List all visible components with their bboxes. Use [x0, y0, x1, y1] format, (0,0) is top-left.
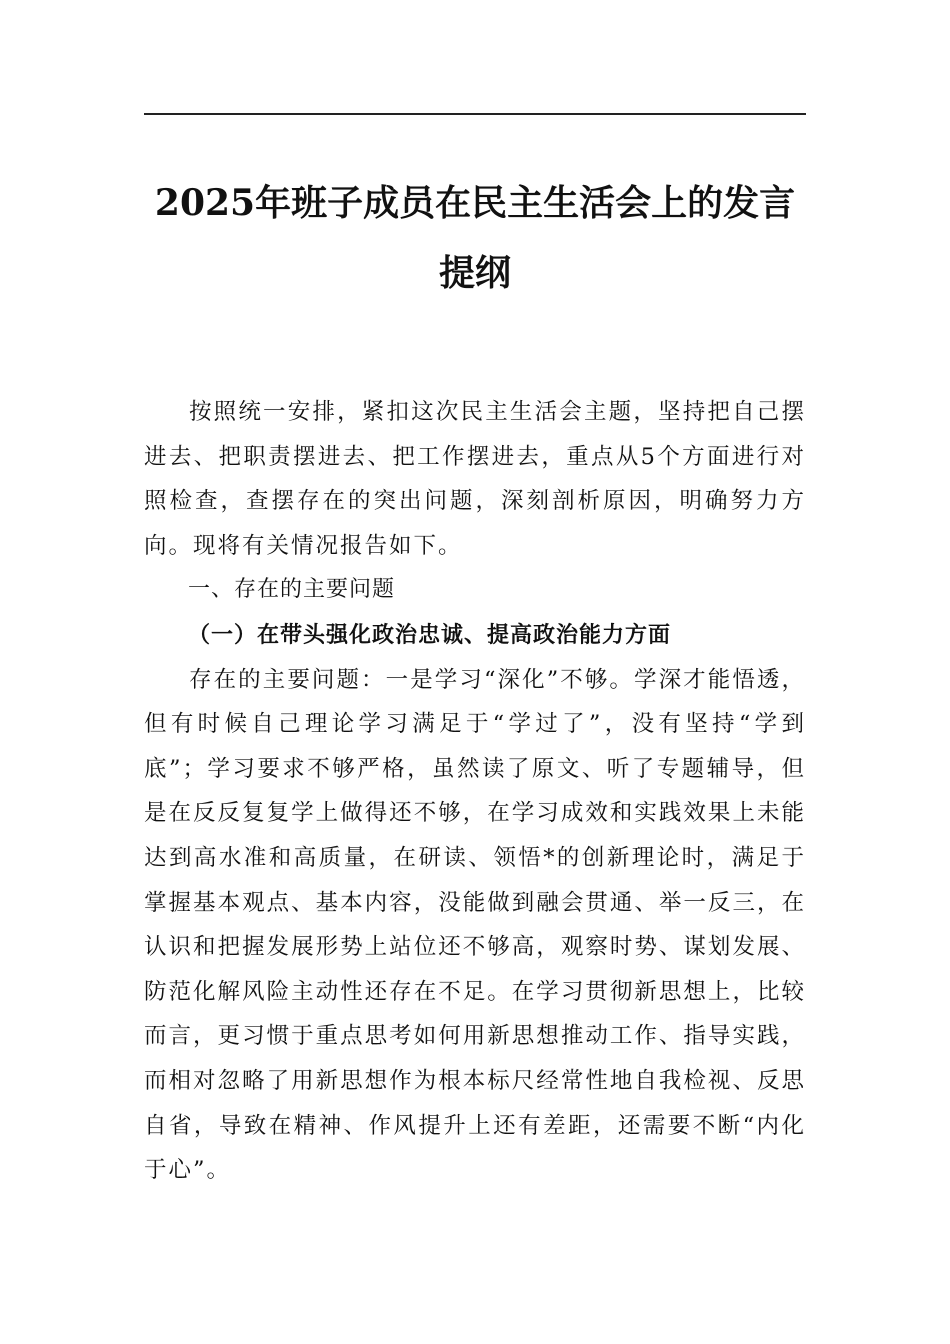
document-title: 2025年班子成员在民主生活会上的发言提纲: [154, 182, 796, 294]
subsection-heading: （一）在带头强化政治忠诚、提高政治能力方面: [188, 621, 672, 648]
header-divider: [144, 113, 806, 115]
intro-paragraph: 按照统一安排，紧扣这次民主生活会主题，坚持把自己摆进去、把职责摆进去、把工作摆进去，重点从5个方面进行对照检查，查摆存在的突出问题，深刻剖析原因，明确努力方向。现将有关情况报告如下。: [144, 399, 806, 559]
document-body: [144, 390, 806, 1193]
section-heading: 一、存在的主要问题: [188, 577, 396, 603]
subsection-paragraph: 存在的主要问题：一是学习“深化”不够。学深才能悟透，但有时候自己理论学习满足于“学过了”，没有坚持“学到底”；学习要求不够严格，虽然读了原文、听了专题辅导，但是在反反复复学上做得还不够，在学习成效和实践效果上未能达到高水准和高质量，在研读、领悟*的创新理论时，满足于掌握基本观点、基本内容，没能做到融会贯通、举一反三，在认识和把握发展形势上站位还不够高，观察时势、谋划发展、防范化解风险主动性还存在不足。在学习贯彻新思想上，比较而言，更习惯于重点思考如何用新思想推动工作、指导实践，而相对忽略了用新思想作为根本标尺经常性地自我检视、反思自省，导致在精神、作风提升上还有差距，还需要不断“内化于心”。: [144, 666, 806, 1184]
